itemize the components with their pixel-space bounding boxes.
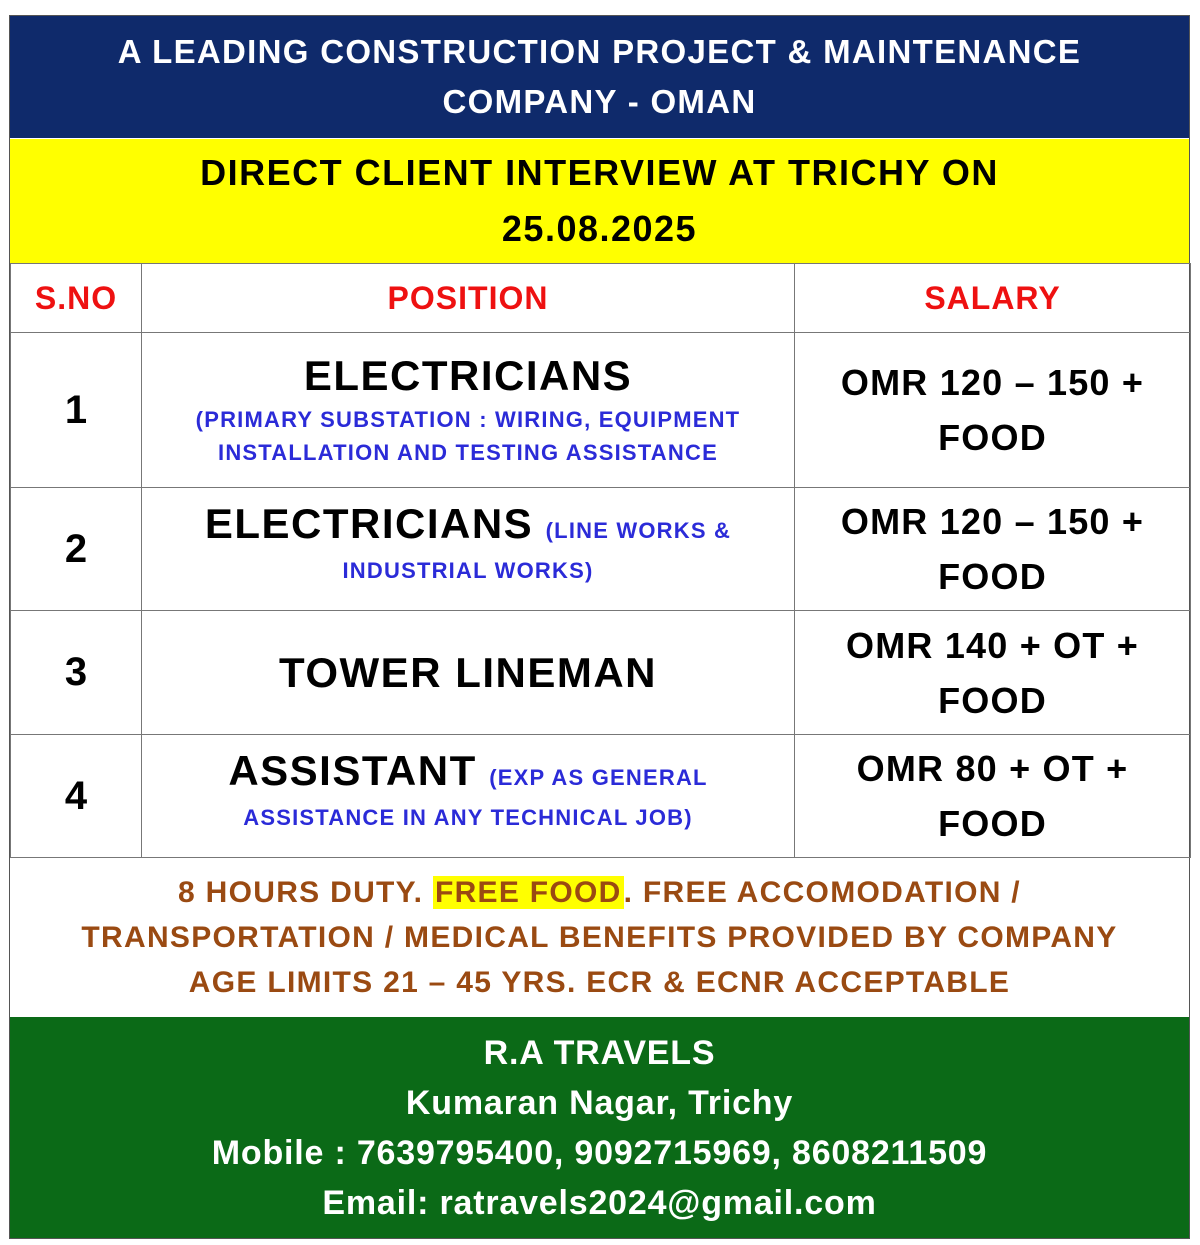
positions-table: [10, 263, 1191, 858]
benefits-line2: TRANSPORTATION / MEDICAL BENEFITS PROVIDED BY COMPANY: [81, 920, 1118, 954]
table-row: [11, 488, 1191, 611]
row-position: [142, 735, 795, 858]
table-header-row: [11, 264, 1191, 333]
row-sno: 4: [11, 735, 142, 858]
position-note: (PRIMARY SUBSTATION : WIRING, EQUIPMENT INSTALLATION AND TESTING ASSISTANCE: [195, 407, 741, 465]
contact-footer: [10, 1017, 1189, 1238]
salary-amount: OMR 120 – 150 +: [840, 501, 1145, 542]
interview-banner: [10, 139, 1189, 263]
table-row: [11, 735, 1191, 858]
salary-amount: OMR 80 + OT +: [856, 748, 1129, 789]
company-header: [10, 16, 1189, 138]
agency-email: Email: ratravels2024@gmail.com: [322, 1183, 877, 1222]
row-salary: [795, 735, 1191, 858]
salary-food: FOOD: [938, 803, 1047, 844]
free-food-highlight: FREE FOOD: [434, 875, 622, 909]
position-title: ASSISTANT: [228, 747, 477, 794]
agency-mobile: Mobile : 7639795400, 9092715969, 8608211509: [211, 1133, 988, 1172]
row-sno: 2: [11, 488, 142, 611]
agency-name: R.A TRAVELS: [483, 1033, 716, 1072]
row-salary: [795, 611, 1191, 735]
position-title: TOWER LINEMAN: [278, 648, 658, 696]
salary-amount: OMR 140 + OT +: [846, 624, 1139, 666]
benefits-section: [10, 858, 1189, 1016]
company-title-line2: COMPANY - OMAN: [442, 83, 757, 120]
salary-food: FOOD: [938, 417, 1047, 458]
row-sno: 1: [11, 333, 142, 488]
benefits-accomodation: . FREE ACCOMODATION /: [623, 875, 1021, 909]
row-sno: 3: [11, 611, 142, 735]
interview-title: DIRECT CLIENT INTERVIEW AT TRICHY ON: [200, 152, 999, 193]
position-title: ELECTRICIANS: [204, 500, 534, 547]
position-title: ELECTRICIANS: [303, 352, 633, 399]
salary-food: FOOD: [938, 556, 1047, 597]
benefits-line1: [178, 870, 1021, 915]
agency-address: Kumaran Nagar, Trichy: [405, 1083, 794, 1122]
row-position: [142, 488, 795, 611]
benefits-line3: AGE LIMITS 21 – 45 YRS. ECR & ECNR ACCEPTABLE: [188, 965, 1011, 999]
benefits-duty: 8 HOURS DUTY.: [178, 875, 433, 909]
row-position: [142, 611, 795, 735]
salary-amount: OMR 120 – 150 +: [840, 362, 1145, 403]
table-row: [11, 333, 1191, 488]
salary-food: FOOD: [938, 679, 1047, 721]
row-salary: [795, 333, 1191, 488]
row-position: [142, 333, 795, 488]
position-note: (EXP AS GENERAL ASSISTANCE IN ANY TECHNICAL JOB): [243, 765, 708, 830]
position-note: (LINE WORKS & INDUSTRIAL WORKS): [342, 518, 732, 583]
table-row: [11, 611, 1191, 735]
column-header-sno: S.NO: [11, 264, 142, 333]
company-title-line1: A LEADING CONSTRUCTION PROJECT & MAINTENANCE: [117, 33, 1082, 70]
interview-date: 25.08.2025: [501, 208, 698, 249]
row-salary: [795, 488, 1191, 611]
column-header-position: POSITION: [142, 264, 795, 333]
column-header-salary: SALARY: [795, 264, 1191, 333]
